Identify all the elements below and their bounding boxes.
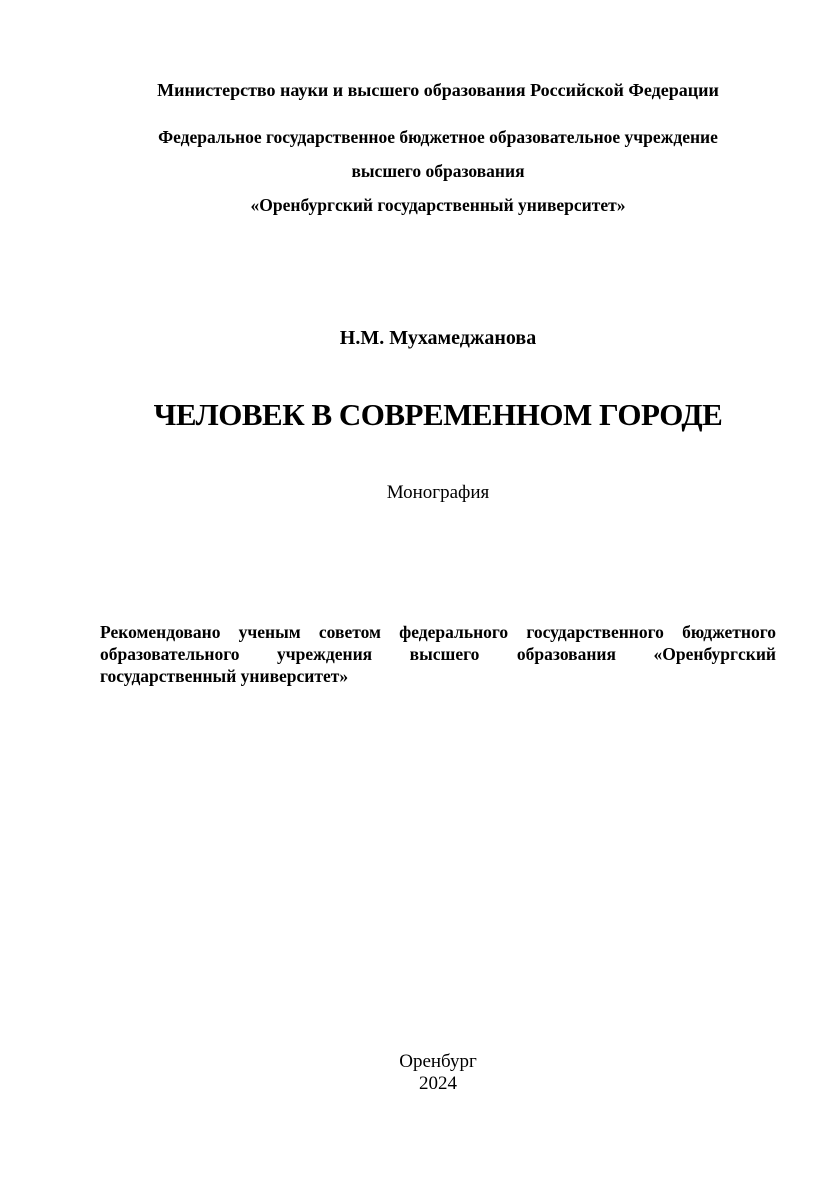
institution-line-2: высшего образования bbox=[351, 161, 525, 181]
document-type: Монография bbox=[386, 482, 490, 503]
publication-city: Оренбург bbox=[399, 1051, 477, 1072]
recommendation-paragraph: Рекомендовано ученым советом федерального государственного бюджетного образовательного учреждения высшего образования «Оренбургский государственный университет» bbox=[100, 622, 776, 686]
document-title: ЧЕЛОВЕК В СОВРЕМЕННОМ ГОРОДЕ bbox=[153, 397, 723, 432]
publication-year: 2024 bbox=[419, 1073, 457, 1094]
author-name: Н.М. Мухамеджанова bbox=[339, 327, 537, 349]
institution-line-3: «Оренбургский государственный университет» bbox=[250, 195, 626, 215]
ministry-heading: Министерство науки и высшего образования Российской Федерации bbox=[157, 80, 719, 100]
institution-line-1: Федеральное государственное бюджетное образовательное учреждение bbox=[158, 127, 718, 147]
